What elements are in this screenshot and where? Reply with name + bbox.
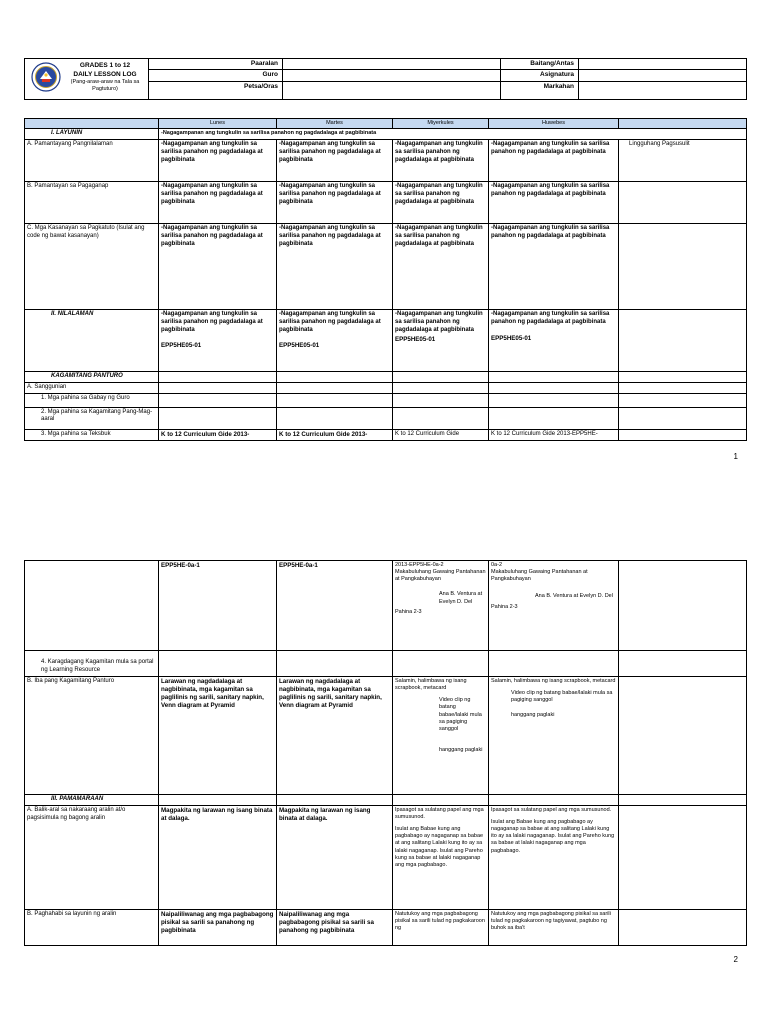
kb-miy-1: Salamin, halimbawa ng isang scrapbook, metacard: [395, 678, 467, 692]
label-petsa: Petsa/Oras: [149, 82, 283, 100]
page-2: [0, 555, 768, 1024]
row-sanggunian: A. Sanggunian: [25, 382, 159, 393]
value-guro: [283, 70, 501, 82]
cell-c-martes: -Nagagampanan ang tungkulin sa sarilisa panahon ng pagdadalaga at pagbibinata: [277, 223, 393, 309]
pb-martes: Naipaliliwanag ang mga pagbabagong pisikal sa sarili sa panahong ng pagbibinata: [277, 909, 393, 945]
row-balik-aral: A. Balik-aral sa nakaraang aralin at/o pagsisimula ng bagong aralin: [25, 805, 159, 909]
cell-a-martes: -Nagagampanan ang tungkulin sa sarilisa panahon ng pagdadalaga at pagbibinata: [277, 139, 393, 181]
days-header-row: [25, 119, 747, 129]
section-kagamitang: KAGAMITANG PANTURO: [25, 371, 159, 382]
pb-huwebes: Natutukoy ang mga pagbabagong pisikal sa sarili tulad ng pagkakaroon ng tagiyawat, pagtubo ng buhok sa iba't: [489, 909, 619, 945]
cell-b-huwebes: -Nagagampanan ang tungkulin sa sarilisa panahon ng pagdadalaga at pagbibinata: [489, 181, 619, 223]
day-lunes: Lunes: [159, 119, 277, 129]
cell-a-huwebes: -Nagagampanan ang tungkulin sa sarilisa panahon ng pagdadalaga at pagbibinata: [489, 139, 619, 181]
cont-huw-title: Makabuluhang Gawaing Pantahanan at Pangkabuhayan: [491, 569, 588, 583]
cell-b-lunes: -Nagagampanan ang tungkulin sa sarilisa panahon ng pagdadalaga at pagbibinata: [159, 181, 277, 223]
cell-b-miyerkules: -Nagagampanan ang tungkulin sa sarilisa panahon ng pagdadalaga at pagbibinata: [393, 181, 489, 223]
pa-miy-1: Ipasagot sa sulatang papel ang mga sumusunod.: [395, 806, 484, 820]
nilalaman-huw-code: EPP5HE05-01: [491, 334, 532, 342]
day-miyerkules: Miyerkules: [393, 119, 489, 129]
title-dll: DAILY LESSON LOG: [73, 71, 137, 79]
value-paaralan: [283, 59, 501, 70]
row-gabay-guro: 1. Mga pahina sa Gabay ng Guro: [25, 393, 159, 407]
cell-n-huwebes: [489, 309, 619, 371]
day-header-blank: [25, 119, 159, 129]
lesson-table-1: [24, 118, 747, 441]
cont-huw-code: 0a-2: [491, 562, 503, 568]
cell-b-martes: -Nagagampanan ang tungkulin sa sarilisa panahon ng pagdadalaga at pagbibinata: [277, 181, 393, 223]
label-markahan: Markahan: [501, 82, 579, 100]
kb-miy-2: Video clip ng batang babae/lalaki mula sa pagiging sanggol: [439, 697, 482, 732]
label-paaralan: Paaralan: [149, 59, 283, 70]
cont-lunes: EPP5HE-0a-1: [159, 561, 277, 651]
cell-n-lunes: [159, 309, 277, 371]
nilalaman-lunes-code: EPP5HE05-01: [161, 342, 202, 350]
teksbuk-lunes: K to 12 Curriculum Gide 2013-: [159, 429, 277, 440]
cell-n-biyernes: [619, 309, 747, 371]
value-asignatura: [579, 70, 747, 82]
title-cell: [25, 59, 149, 100]
nilalaman-lunes-text: -Nagagampanan ang tungkulin sa sarilisa panahon ng pagdadalaga at pagbibinata: [161, 310, 263, 333]
cont-miy-author: Ana B. Ventura at Evelyn D. Del: [439, 591, 483, 605]
cont-miy-pahina: Pahina 2-3: [395, 608, 422, 615]
cell-a-lingguhang: Lingguhang Pagsusulit: [619, 139, 747, 181]
row-mga-kasanayan: C. Mga Kasanayan sa Pagkatuto (Isulat ang code ng bawat kasanayan): [25, 223, 159, 309]
value-markahan: [579, 82, 747, 100]
cont-miy-code: 2013-EPP5HE-0a-2: [395, 562, 444, 568]
label-asignatura: Asignatura: [501, 70, 579, 82]
title-grades: GRADES 1 to 12: [79, 62, 131, 69]
nilalaman-miy-text: -Nagagampanan ang tungkulin sa sarilisa panahon ng pagdadalaga at pagbibinata: [395, 310, 483, 333]
cell-a-miyerkules: -Nagagampanan ang tungkulin sa sarilisa panahon ng pagdadalaga at pagbibinata: [393, 139, 489, 181]
cell-b-biyernes: [619, 181, 747, 223]
section-nilalaman: II. NILALAMAN: [25, 309, 159, 371]
kb-martes: Larawan ng nagdadalaga at nagbibinata, mga kagamitan sa paglilinis ng sarili, sanitary napkin, Venn diagram at Pyramid: [277, 677, 393, 795]
pa-martes: Magpakita ng larawan ng isang binata at dalaga.: [277, 805, 393, 909]
kb-huwebes: [489, 677, 619, 795]
page-number-2: 2: [733, 955, 738, 964]
cont-martes: EPP5HE-0a-1: [277, 561, 393, 651]
cell-n-miyerkules: [393, 309, 489, 371]
pa-miyerkules: [393, 805, 489, 909]
value-petsa: [283, 82, 501, 100]
row-pamantayang-pangnilalaman: A. Pamantayang Pangnilalaman: [25, 139, 159, 181]
row-pamantayan-pagaganap: B. Pamantayan sa Pagaganap: [25, 181, 159, 223]
lesson-table-2: [24, 560, 747, 946]
kb-huw-1: Salamin, halimbawa ng isang scrapbook, metacard: [491, 678, 616, 684]
row-karagdagang-kagamitan: 4. Karagdagang Kagamitan mula sa portal ng Learning Resource: [25, 651, 159, 677]
section-layunin: I. LAYUNIN: [25, 129, 159, 140]
value-baitang: [579, 59, 747, 70]
cell-n-martes: [277, 309, 393, 371]
nilalaman-martes-code: EPP5HE05-01: [279, 342, 320, 350]
kb-miyerkules: [393, 677, 489, 795]
label-baitang: Baitang/Antas: [501, 59, 579, 70]
kb-miy-3: hanggang paglaki: [439, 746, 483, 753]
cont-huw-author: Ana B. Ventura at Evelyn D. Del: [535, 593, 613, 600]
pa-huw-1: Ipasagot sa sulatang papel ang mga sumusunod.: [491, 806, 612, 813]
kb-huw-3: hanggang paglaki: [511, 712, 555, 719]
page-1: [0, 0, 768, 470]
layunin-text: -Nagagampanan ang tungkulin sa sarilisa panahon ng pagdadalaga at pagbibinata: [159, 129, 747, 140]
row-kagamitang-mag-aaral: 2. Mga pahina sa Kagamitang Pang-Mag-aaral: [25, 407, 159, 429]
pb-miyerkules: Natutukoy ang mga pagbabagong pisikal sa sarili tulad ng pagkakaroon ng: [393, 909, 489, 945]
day-huwebes: Huwebes: [489, 119, 619, 129]
kb-huw-2: Video clip ng batang babae/lalaki mula sa pagiging sanggol: [511, 690, 613, 704]
row-paghahabi: B. Paghahabi sa layunin ng aralin: [25, 909, 159, 945]
page-number-1: 1: [733, 452, 738, 461]
cont-miyerkules: [393, 561, 489, 651]
pa-lunes: Magpakita ng larawan ng isang binata at dalaga.: [159, 805, 277, 909]
nilalaman-martes-text: -Nagagampanan ang tungkulin sa sarilisa panahon ng pagdadalaga at pagbibinata: [279, 310, 381, 333]
cont-miy-title: Makabuluhang Gawaing Pantahanan at Pangkabuhayan: [395, 569, 486, 583]
nilalaman-miy-code: EPP5HE05-01: [395, 336, 436, 344]
teksbuk-martes: K to 12 Curriculum Gide 2013-: [277, 429, 393, 440]
row-iba-pang-kagamitan: B. Iba pang Kagamitang Panturo: [25, 677, 159, 795]
day-biyernes: [619, 119, 747, 129]
pa-huw-2: Isulat ang Babae kung ang pagbabago ay nagaganap sa babae at ang salitang Lalaki kung ito ay sa lalaki nagaganap. Isulat ang Pareho kung sa babae at lalaki nagaganap ang mga pagbabago.: [491, 818, 615, 854]
cell-c-biyernes: [619, 223, 747, 309]
cell-c-huwebes: -Nagagampanan ang tungkulin sa sarilisa panahon ng pagdadalaga at pagbibinata: [489, 223, 619, 309]
header-table: [24, 58, 747, 100]
pb-lunes: Naipaliliwanag ang mga pagbabagong pisikal sa sarili sa panahong ng pagbibinata: [159, 909, 277, 945]
cell-c-lunes: -Nagagampanan ang tungkulin sa sarilisa panahon ng pagdadalaga at pagbibinata: [159, 223, 277, 309]
deped-seal-icon: [31, 62, 61, 95]
nilalaman-huw-text: -Nagagampanan ang tungkulin sa sarilisa panahon ng pagdadalaga at pagbibinata: [491, 310, 610, 325]
kb-lunes: Larawan ng nagdadalaga at nagbibinata, mga kagamitan sa paglilinis ng sarili, sanitary napkin, Venn diagram at Pyramid: [159, 677, 277, 795]
pa-miy-2: Isulat ang Babae kung ang pagbabago ay nagaganap sa babae at ang salitang Lalaki kung ito ay sa lalaki nagaganap. Isulat ang Pareho kung sa babae at lalaki nagaganap ang mga pagbabago.: [395, 826, 484, 868]
label-guro: Guro: [149, 70, 283, 82]
cont-huw-pahina: Pahina 2-3: [491, 603, 518, 610]
teksbuk-miyerkules: K to 12 Curriculum Gide: [393, 429, 489, 440]
title-subtitle: (Pang-araw-araw na Tala sa Pagtuturo): [70, 79, 140, 92]
day-martes: Martes: [277, 119, 393, 129]
row-teksbuk: 3. Mga pahina sa Teksbuk: [25, 429, 159, 440]
cell-a-lunes: -Nagagampanan ang tungkulin sa sarilisa panahon ng pagdadalaga at pagbibinata: [159, 139, 277, 181]
cell-c-miyerkules: -Nagagampanan ang tungkulin sa sarilisa panahon ng pagdadalaga at pagbibinata: [393, 223, 489, 309]
teksbuk-huwebes: K to 12 Curriculum Gide 2013-EPP5HE-: [489, 429, 619, 440]
section-pamamaraan: III. PAMAMARAAN: [25, 795, 159, 806]
pa-huwebes: [489, 805, 619, 909]
cont-huwebes: [489, 561, 619, 651]
